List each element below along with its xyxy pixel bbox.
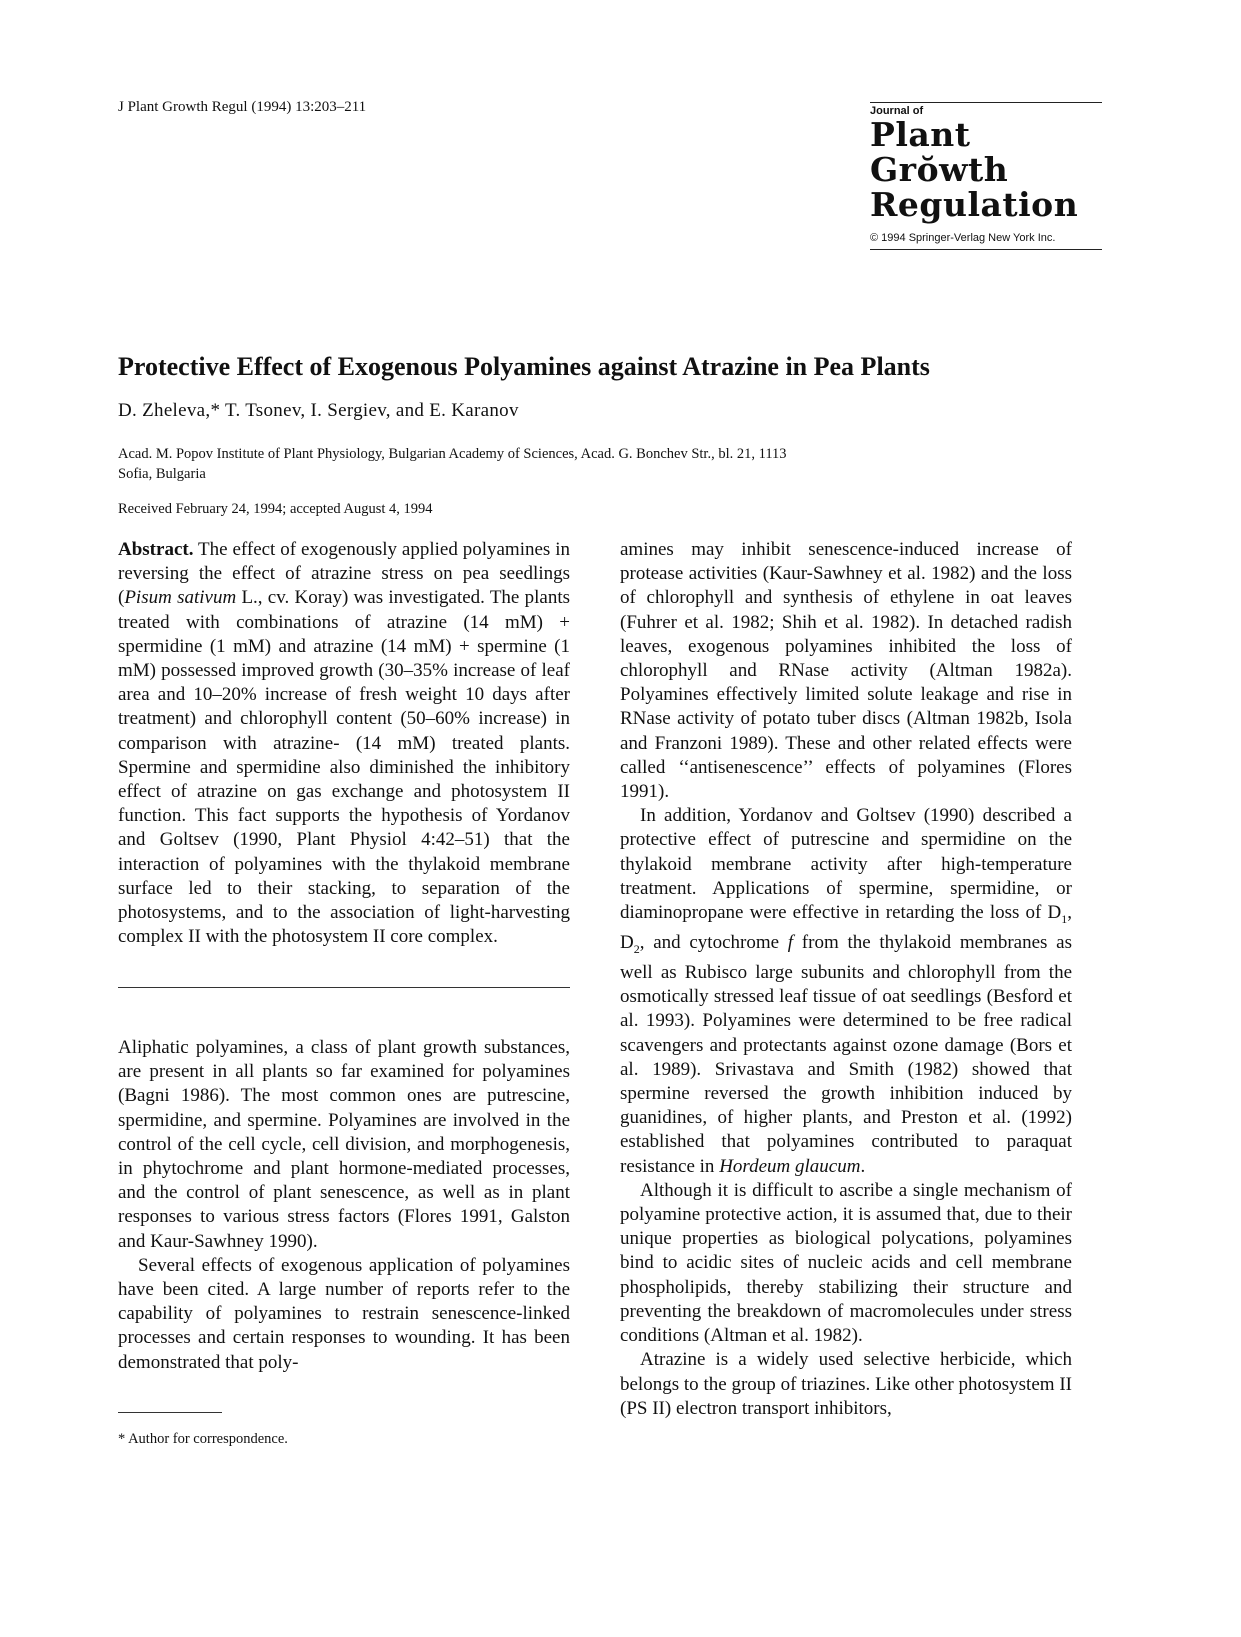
body-column-right (620, 538, 1072, 1421)
p4-text-a: In addition, Yordanov and Goltsev (1990) described a protective effect of putrescine and spermidine on the thylakoid membrane activity after high-temperature treatment. Applications of spermine, spermidine, or diaminopropane were effective in retarding the loss of D (620, 805, 1072, 924)
body-paragraph-5: Although it is difficult to ascribe a single mechanism of polyamine protective action, it is assumed that, due to their unique properties as biological polycations, polyamines bind to acidic sites of nucleic acids and cell membrane phospholipids, thereby stabilizing their structure and preventing the breakdown of macromolecules under stress conditions (Altman et al. 1982). (620, 1179, 1072, 1347)
journal-logo (870, 102, 1102, 250)
abstract-label: Abstract. (118, 539, 194, 560)
abstract-divider (118, 987, 570, 988)
abstract-text-b: L., cv. Koray) was investigated. The plants treated with combinations of atrazine (14 mM) + spermidine (1 mM) and atrazine (14 mM) + spermine (1 mM) possessed improved growth (30–35% increase of leaf area and 10–20% increase of fresh weight 10 days after treatment) and chlorophyll content (50–60% increase) in comparison with atrazine- (14 mM) treated plants. Spermine and spermidine also diminished the inhibitory effect of atrazine on gas exchange and photosystem II function. This fact supports the hypothesis of Yordanov and Goltsev (1990, Plant Physiol 4:42–51) that the interaction of polyamines with the thylakoid membrane surface led to their stacking, to separation of the photosystems, and to the association of light-harvesting complex II with the photosystem II core complex. (118, 587, 570, 948)
abstract-text-a: The effect of exogenously applied polyamines in reversing the effect of atrazine stress on pea seedlings ( (118, 539, 570, 609)
journal-citation: J Plant Growth Regul (1994) 13:203–211 (118, 99, 367, 115)
logo-journal-of: Journal of (870, 105, 924, 117)
p4-text-d: from the thylakoid membranes as well as Rubisco large subunits and chlorophyll from the osmotically stressed leaf tissue of oat seedlings (Besford et al. 1993). Polyamines were determined to be free radical scavengers and protectants against ozone damage (Bors et al. 1989). Srivastava and Smith (1982) showed that spermine reversed the growth inhibition induced by guanidines, of higher plants, and Preston et al. (1992) established that polyamines contributed to paraquat resistance in (620, 932, 1072, 1177)
body-paragraph-6: Atrazine is a widely used selective herbicide, which belongs to the group of triazines. Like other photosystem II (PS II) electron transport inhibitors, (620, 1349, 1072, 1419)
affiliation (118, 444, 998, 484)
copyright-notice: © 1994 Springer-Verlag New York Inc. (870, 232, 1056, 244)
logo-word-plant: Plant (870, 115, 971, 154)
body-paragraph-2: Several effects of exogenous application of polyamines have been cited. A large number of reports refer to the capability of polyamines to restrain senescence-linked processes and certain responses to wounding. It has been demonstrated that poly- (118, 1254, 570, 1373)
p4-cytochrome-f: f (787, 932, 794, 954)
footnote: * Author for correspondence. (118, 1431, 288, 1447)
abstract-block (118, 538, 570, 949)
abstract-species: Pisum sativum (124, 587, 237, 609)
p4-subscript-2: 2 (633, 941, 640, 956)
p4-text-b: , D (620, 902, 1072, 954)
received-dates: Received February 24, 1994; accepted August 4, 1994 (118, 501, 433, 517)
body-paragraph-1: Aliphatic polyamines, a class of plant growth substances, are present in all plants so far examined for polyamines (Bagni 1986). The most common ones are putrescine, spermidine, and spermine. Polyamines are involved in the control of the cell cycle, cell division, and morphogenesis, in phytochrome and plant hormone-mediated processes, and the control of plant senescence, as well as in plant responses to various stress factors (Flores 1991, Galston and Kaur-Sawhney 1990). (118, 1037, 570, 1252)
logo-top-rule (870, 102, 1102, 103)
logo-bottom-rule (870, 249, 1102, 250)
p4-end: . (860, 1155, 866, 1177)
abstract-paragraph (118, 538, 570, 949)
body-column-left (118, 1036, 570, 1375)
p4-species: Hordeum glaucum (719, 1155, 861, 1177)
p4-subscript-1: 1 (1061, 911, 1068, 926)
affiliation-line-2: Sofia, Bulgaria (118, 466, 206, 482)
logo-word-regulation: Regulation (870, 185, 1079, 224)
author-list: D. Zheleva,* T. Tsonev, I. Sergiev, and E. Karanov (118, 400, 519, 421)
footnote-divider (118, 1412, 222, 1413)
body-paragraph-4 (620, 804, 1072, 1179)
article-title: Protective Effect of Exogenous Polyamines against Atrazine in Pea Plants (118, 352, 930, 381)
body-paragraph-3: amines may inhibit senescence-induced increase of protease activities (Kaur-Sawhney et al. 1982) and the loss of chlorophyll and synthesis of ethylene in oat leaves (Fuhrer et al. 1982; Shih et al. 1982). In detached radish leaves, exogenous polyamines inhibited the loss of chlorophyll and RNase activity (Altman 1982a). Polyamines effectively limited solute leakage and rise in RNase activity of potato tuber discs (Altman 1982b, Isola and Franzoni 1989). These and other related effects were called ‘‘antisenescence’’ effects of polyamines (Flores 1991). (620, 539, 1072, 803)
p4-text-c: , and cytochrome (639, 932, 788, 954)
logo-word-growth: Grŏwth (870, 150, 1009, 189)
affiliation-line-1: Acad. M. Popov Institute of Plant Physiology, Bulgarian Academy of Sciences, Acad. G. Bonchev Str., bl. 21, 1113 (118, 446, 787, 462)
